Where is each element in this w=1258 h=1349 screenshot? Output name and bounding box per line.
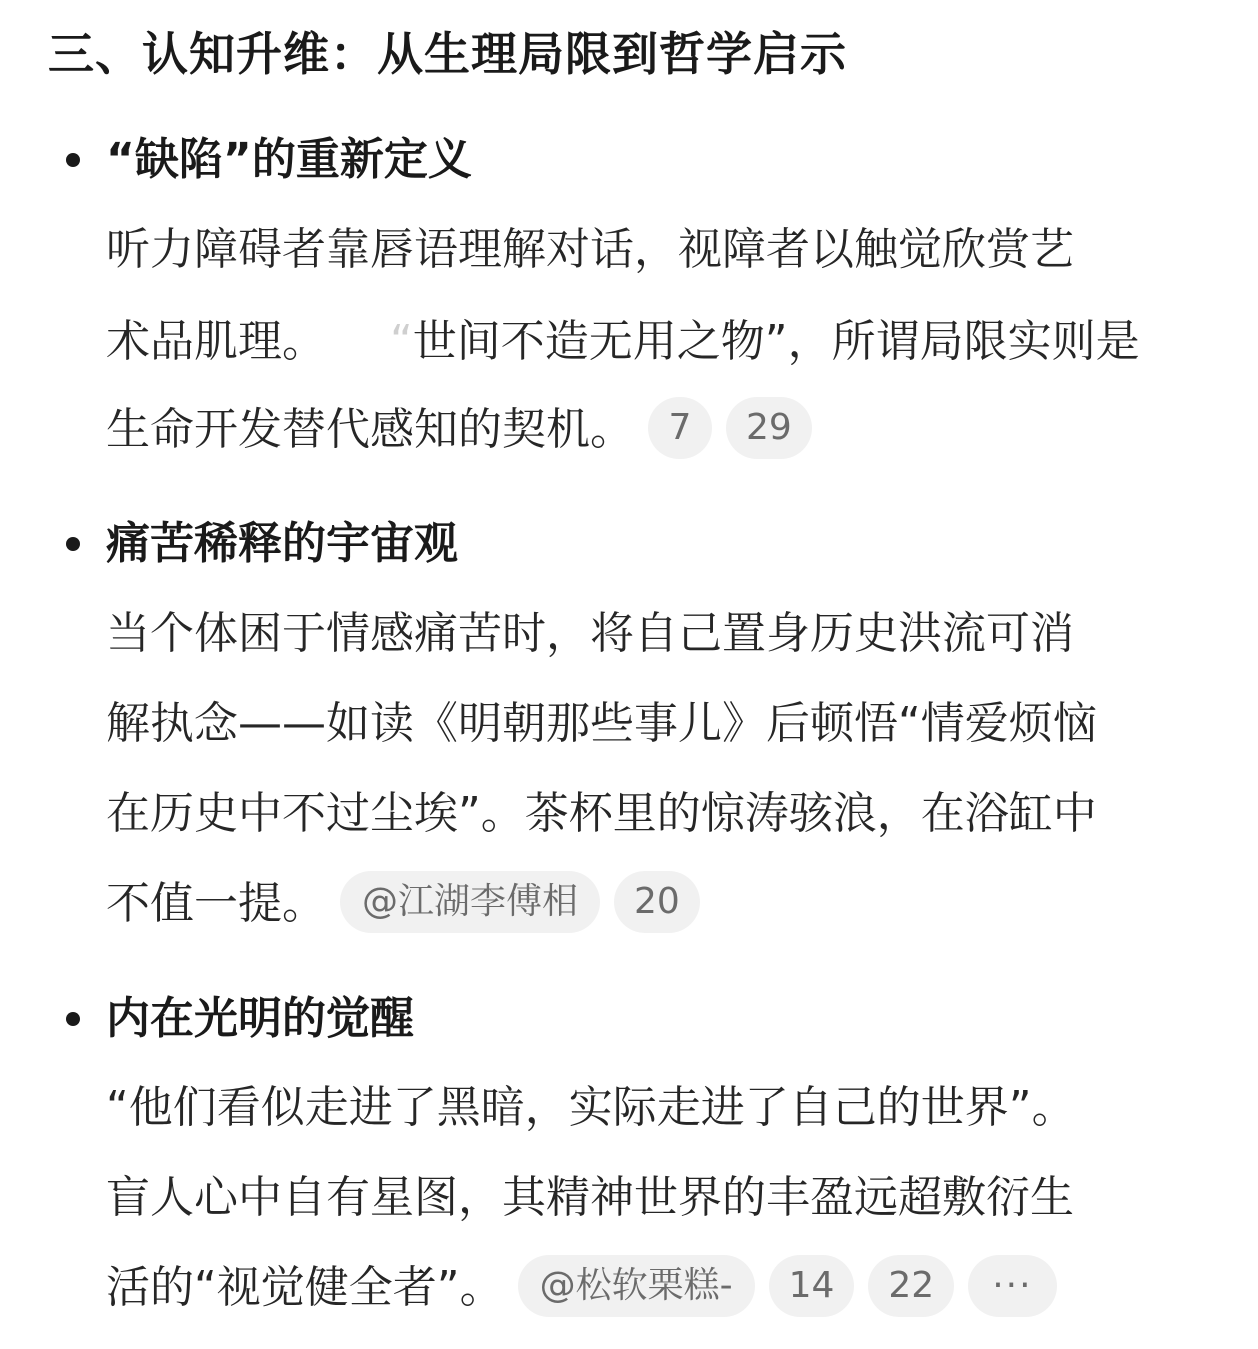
section-heading: 三、认知升维：从生理局限到哲学启示 bbox=[48, 27, 847, 81]
point-text-line: 当个体困于情感痛苦时，将自己置身历史洪流可消 bbox=[106, 608, 1074, 659]
point-text-line bbox=[106, 1258, 1057, 1321]
bullet-dot bbox=[66, 1012, 80, 1026]
reference-chip[interactable]: 20 bbox=[614, 871, 700, 933]
bullet-dot bbox=[66, 537, 80, 551]
point-text-line bbox=[106, 400, 812, 463]
point-text-fragment: 活的“视觉健全者”。 bbox=[106, 1262, 504, 1313]
point-text-line: “他们看似走进了黑暗，实际走进了自己的世界”。 bbox=[106, 1082, 1076, 1133]
point-text-line bbox=[106, 874, 700, 937]
point-text-fragment: 不值一提。 bbox=[106, 878, 326, 929]
point-text-line: 解执念——如读《明朝那些事儿》后顿悟“情爱烦恼 bbox=[106, 698, 1097, 749]
more-icon[interactable]: ··· bbox=[968, 1255, 1056, 1317]
point-text-line bbox=[106, 312, 1140, 372]
point-title: 内在光明的觉醒 bbox=[106, 993, 414, 1044]
point-text-line: 听力障碍者靠唇语理解对话，视障者以触觉欣赏艺 bbox=[106, 224, 1074, 275]
bullet-dot bbox=[66, 153, 80, 167]
point-title: “缺陷”的重新定义 bbox=[106, 134, 472, 185]
point-text-line: 盲人心中自有星图，其精神世界的丰盈远超敷衍生 bbox=[106, 1172, 1074, 1223]
reference-chip[interactable]: 7 bbox=[648, 397, 712, 459]
point-text-line: 在历史中不过尘埃”。茶杯里的惊涛骇浪，在浴缸中 bbox=[106, 788, 1097, 839]
reference-chip[interactable]: 29 bbox=[726, 397, 812, 459]
author-mention-chip[interactable]: @松软栗糕- bbox=[518, 1255, 755, 1317]
author-mention-chip[interactable]: @江湖李傅相 bbox=[340, 871, 600, 933]
reference-chip[interactable]: 22 bbox=[868, 1255, 954, 1317]
point-title: 痛苦稀释的宇宙观 bbox=[106, 518, 458, 569]
point-text-fragment: 世间不造无用之物”，所谓局限实则是 bbox=[412, 316, 1140, 367]
point-text-fragment: 生命开发替代感知的契机。 bbox=[106, 404, 634, 455]
reference-chip[interactable]: 14 bbox=[769, 1255, 855, 1317]
quote-mark-icon: “ bbox=[390, 316, 413, 367]
point-text-fragment: 术品肌理。 bbox=[106, 316, 326, 367]
